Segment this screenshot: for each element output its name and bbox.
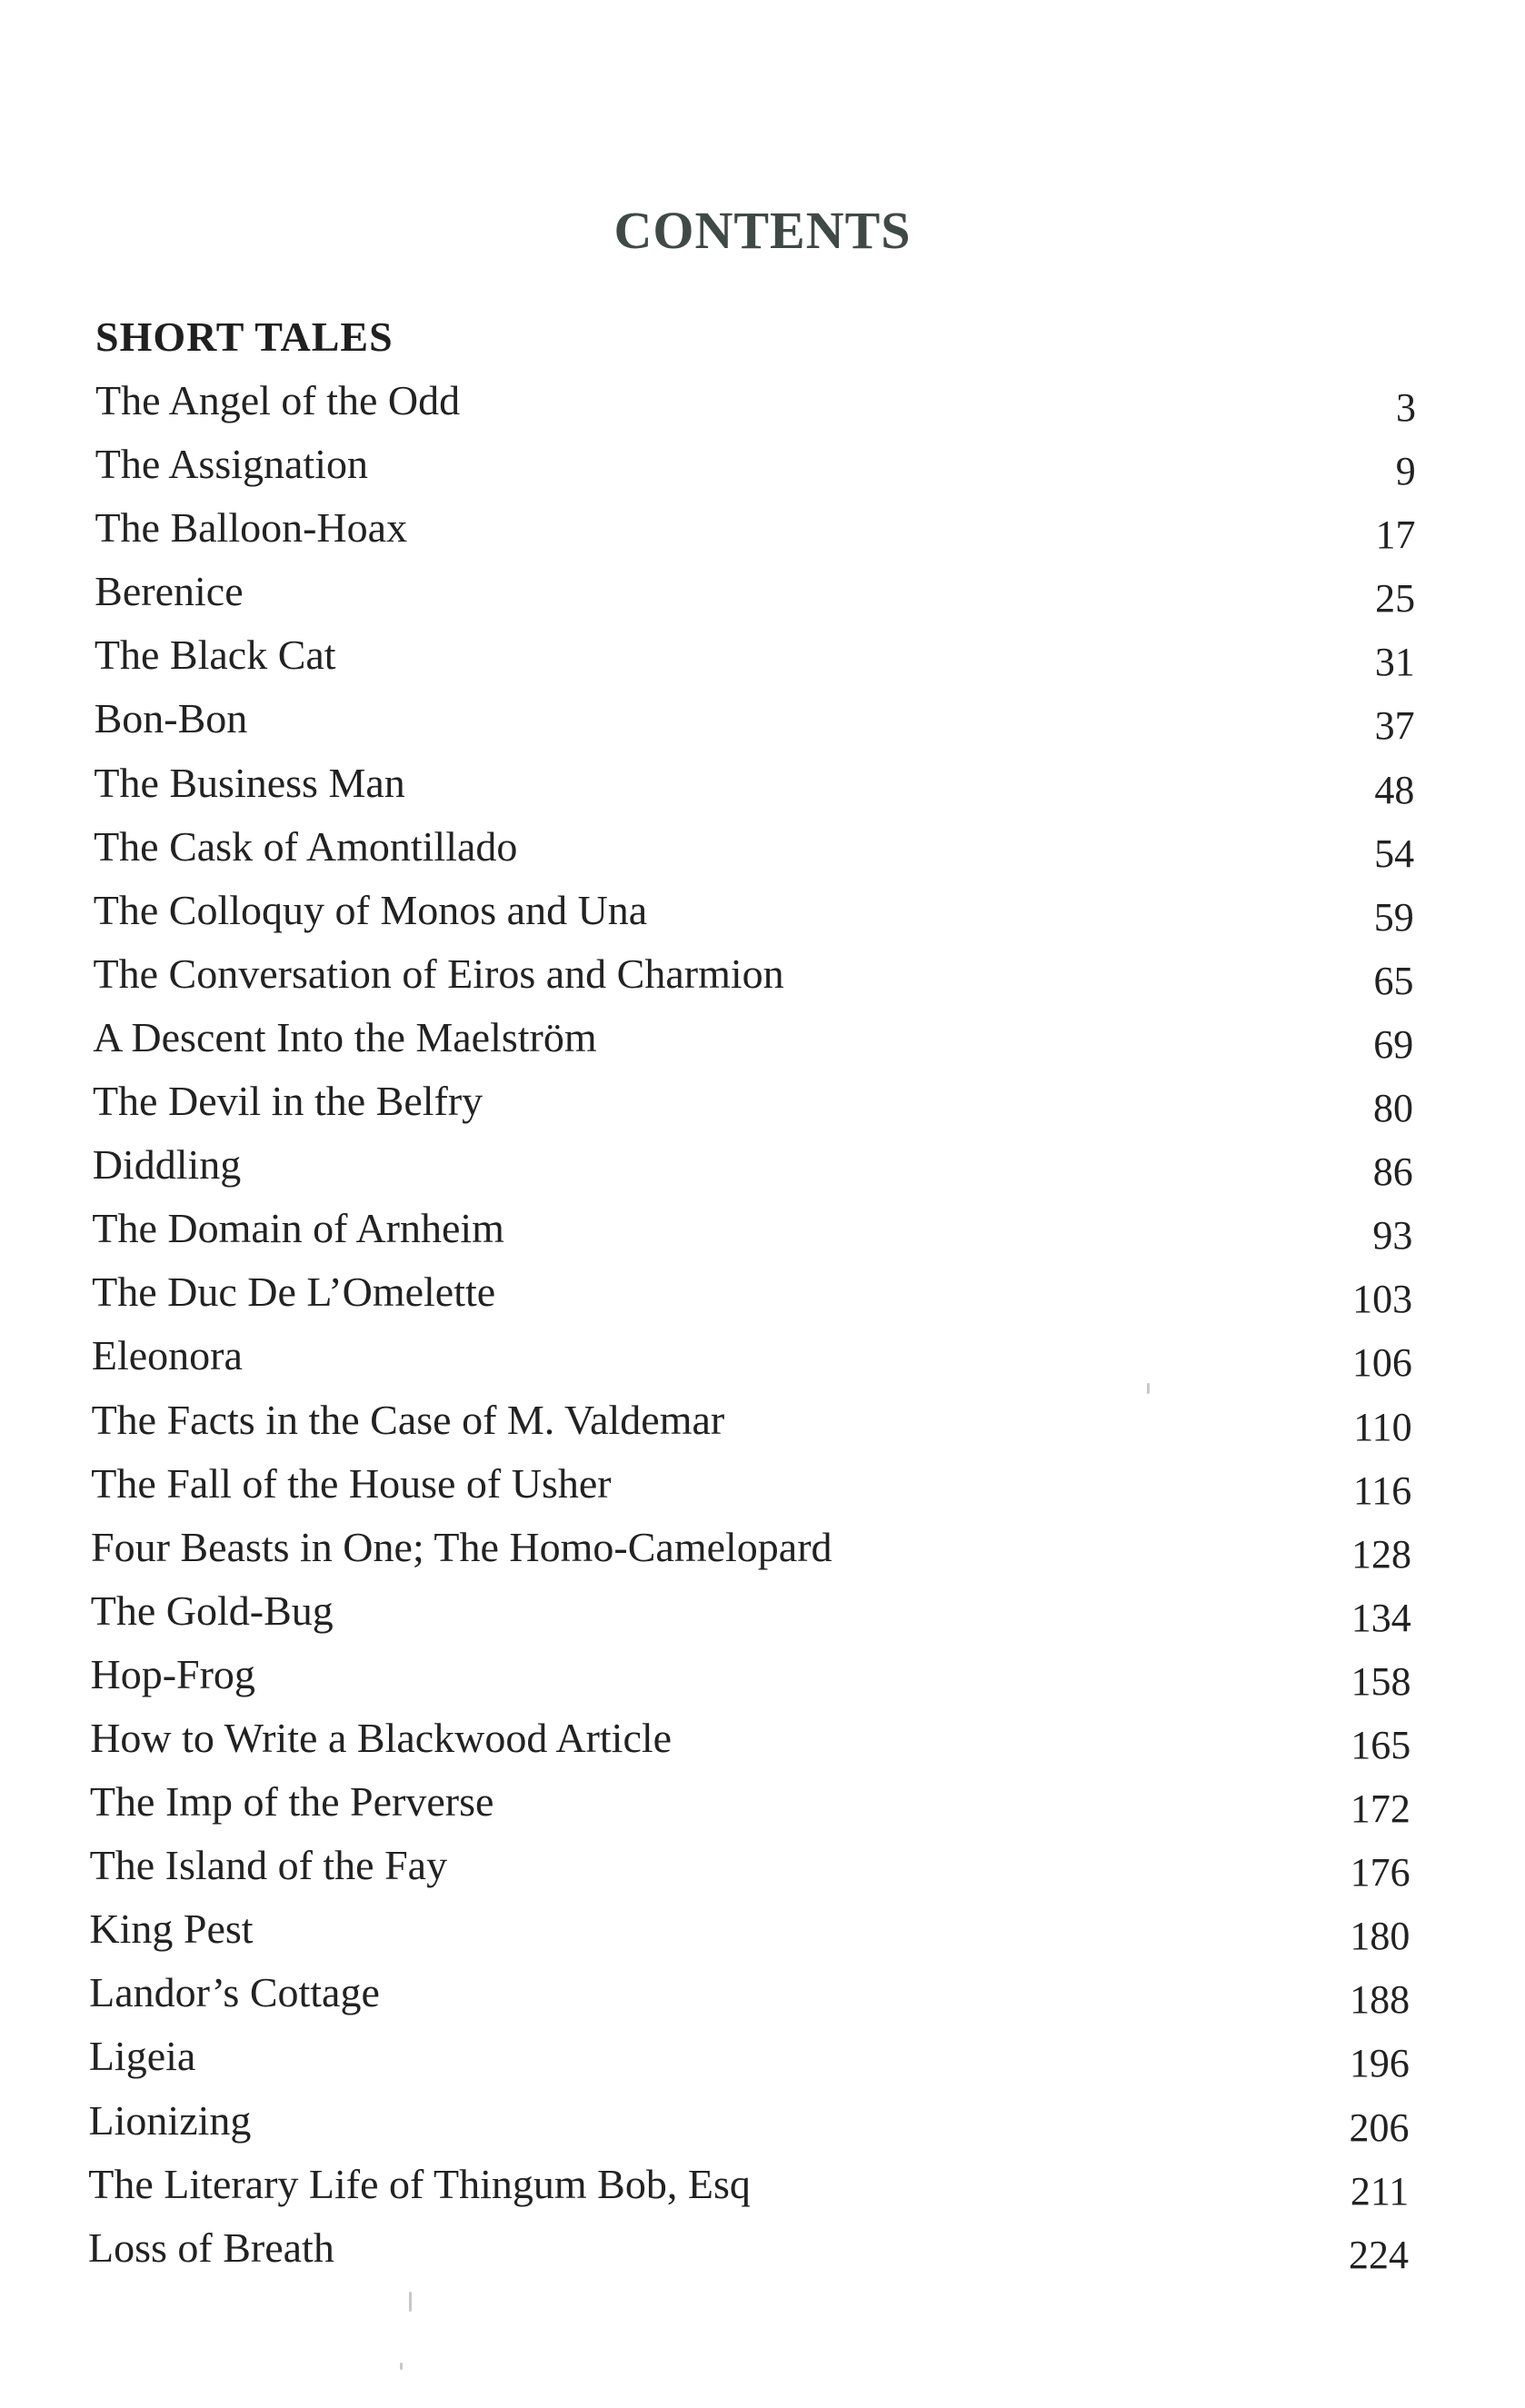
section-heading: SHORT TALES — [95, 313, 394, 360]
toc-entry — [0, 502, 1525, 565]
toc-entry-page-number: 54 — [1374, 831, 1415, 876]
toc-entry-title: The Island of the Fay — [89, 1842, 448, 1889]
toc-entry-page-number: 206 — [1349, 2105, 1410, 2150]
toc-entry — [0, 1011, 1525, 1075]
toc-entry-page-number: 9 — [1395, 449, 1416, 494]
toc-entry-page-number: 65 — [1373, 958, 1414, 1003]
toc-entry-title: King Pest — [89, 1906, 254, 1953]
toc-entry — [0, 1839, 1525, 1903]
toc-entry — [0, 1966, 1525, 2030]
table-of-contents — [0, 374, 1525, 2285]
toc-entry-page-number: 103 — [1352, 1277, 1413, 1322]
toc-entry-page-number: 86 — [1372, 1149, 1413, 1195]
toc-entry — [0, 1202, 1525, 1266]
toc-entry-page-number: 134 — [1351, 1595, 1411, 1640]
toc-entry-page-number: 69 — [1373, 1021, 1414, 1067]
toc-entry — [0, 1712, 1525, 1776]
toc-entry-title: Loss of Breath — [88, 2224, 334, 2271]
toc-entry — [0, 2030, 1525, 2094]
toc-entry-title: Landor’s Cottage — [89, 1969, 380, 2016]
toc-entry-title: The Conversation of Eiros and Charmion — [93, 950, 784, 997]
toc-entry-title: Bon-Bon — [94, 695, 248, 742]
toc-entry-title: The Gold-Bug — [90, 1587, 334, 1634]
toc-entry — [0, 1776, 1525, 1839]
toc-entry — [0, 948, 1525, 1011]
toc-entry-page-number: 93 — [1372, 1213, 1413, 1259]
toc-entry-page-number: 48 — [1374, 767, 1415, 812]
toc-entry-title: Diddling — [92, 1141, 242, 1189]
scan-speck — [1147, 1383, 1150, 1394]
toc-entry — [0, 629, 1525, 692]
toc-entry-page-number: 165 — [1351, 1722, 1411, 1767]
toc-entry-page-number: 176 — [1350, 1850, 1410, 1896]
toc-entry-title: The Duc De L’Omelette — [92, 1269, 496, 1316]
toc-entry-page-number: 80 — [1372, 1086, 1413, 1131]
toc-entry-page-number: 3 — [1396, 385, 1416, 430]
toc-entry-title: The Devil in the Belfry — [92, 1078, 483, 1125]
toc-entry-title: The Angel of the Odd — [95, 377, 461, 423]
toc-entry — [0, 1458, 1525, 1521]
toc-entry — [0, 1266, 1525, 1329]
toc-entry-title: Berenice — [95, 568, 244, 615]
toc-entry-title: The Domain of Arnheim — [92, 1205, 504, 1252]
toc-entry-page-number: 59 — [1373, 894, 1414, 940]
toc-entry — [0, 2095, 1525, 2158]
toc-entry-page-number: 172 — [1350, 1786, 1410, 1832]
toc-entry-page-number: 110 — [1353, 1404, 1412, 1449]
toc-entry-page-number: 188 — [1350, 1977, 1410, 2023]
toc-entry-title: The Fall of the House of Usher — [91, 1459, 612, 1507]
toc-entry-page-number: 196 — [1349, 2041, 1410, 2086]
toc-entry-page-number: 128 — [1351, 1531, 1412, 1577]
toc-entry-title: Four Beasts in One; The Homo-Camelopard — [91, 1523, 832, 1570]
toc-entry-title: The Cask of Amontillado — [94, 822, 518, 870]
toc-entry — [0, 1648, 1525, 1712]
toc-entry — [0, 1394, 1525, 1458]
toc-entry-page-number: 25 — [1375, 576, 1416, 622]
toc-entry-page-number: 106 — [1351, 1340, 1412, 1386]
toc-entry-title: Hop-Frog — [90, 1650, 255, 1697]
toc-entry — [0, 438, 1525, 502]
toc-entry-page-number: 180 — [1350, 1914, 1410, 1959]
toc-entry-title: The Colloquy of Monos and Una — [93, 886, 648, 933]
toc-entry — [0, 2222, 1525, 2285]
scan-speck — [409, 2292, 412, 2312]
toc-entry — [0, 692, 1525, 756]
toc-entry — [0, 757, 1525, 821]
toc-entry-title: Lionizing — [88, 2096, 252, 2144]
toc-entry-page-number: 211 — [1350, 2168, 1410, 2214]
toc-entry — [0, 565, 1525, 629]
toc-entry — [0, 2158, 1525, 2222]
toc-entry-page-number: 37 — [1374, 703, 1415, 749]
toc-entry — [0, 1075, 1525, 1139]
toc-entry-title: The Assignation — [95, 441, 368, 488]
toc-entry — [0, 1585, 1525, 1648]
toc-entry — [0, 1521, 1525, 1585]
toc-entry-title: A Descent Into the Maelström — [93, 1013, 597, 1060]
toc-entry-page-number: 116 — [1352, 1468, 1412, 1513]
toc-entry-title: How to Write a Blackwood Article — [90, 1714, 673, 1761]
toc-entry — [0, 1139, 1525, 1202]
toc-entry — [0, 821, 1525, 884]
toc-entry — [0, 1903, 1525, 1966]
toc-entry-title: The Imp of the Perverse — [89, 1778, 494, 1826]
toc-entry — [0, 884, 1525, 948]
page-title: CONTENTS — [613, 201, 912, 260]
toc-entry-title: The Literary Life of Thingum Bob, Esq — [88, 2160, 751, 2207]
toc-entry-title: The Facts in the Case of M. Valdemar — [91, 1396, 725, 1443]
toc-entry-page-number: 224 — [1349, 2232, 1409, 2277]
toc-entry-title: Eleonora — [91, 1332, 243, 1379]
toc-entry-title: The Business Man — [94, 759, 405, 806]
toc-entry-page-number: 31 — [1374, 640, 1415, 685]
toc-entry-title: The Black Cat — [94, 632, 336, 679]
scan-speck — [400, 2363, 403, 2370]
toc-entry — [0, 1329, 1525, 1393]
toc-entry — [0, 374, 1525, 438]
toc-entry-page-number: 17 — [1375, 512, 1416, 558]
toc-entry-title: Ligeia — [88, 2033, 196, 2080]
toc-entry-title: The Balloon-Hoax — [95, 504, 408, 552]
toc-entry-page-number: 158 — [1351, 1658, 1411, 1704]
